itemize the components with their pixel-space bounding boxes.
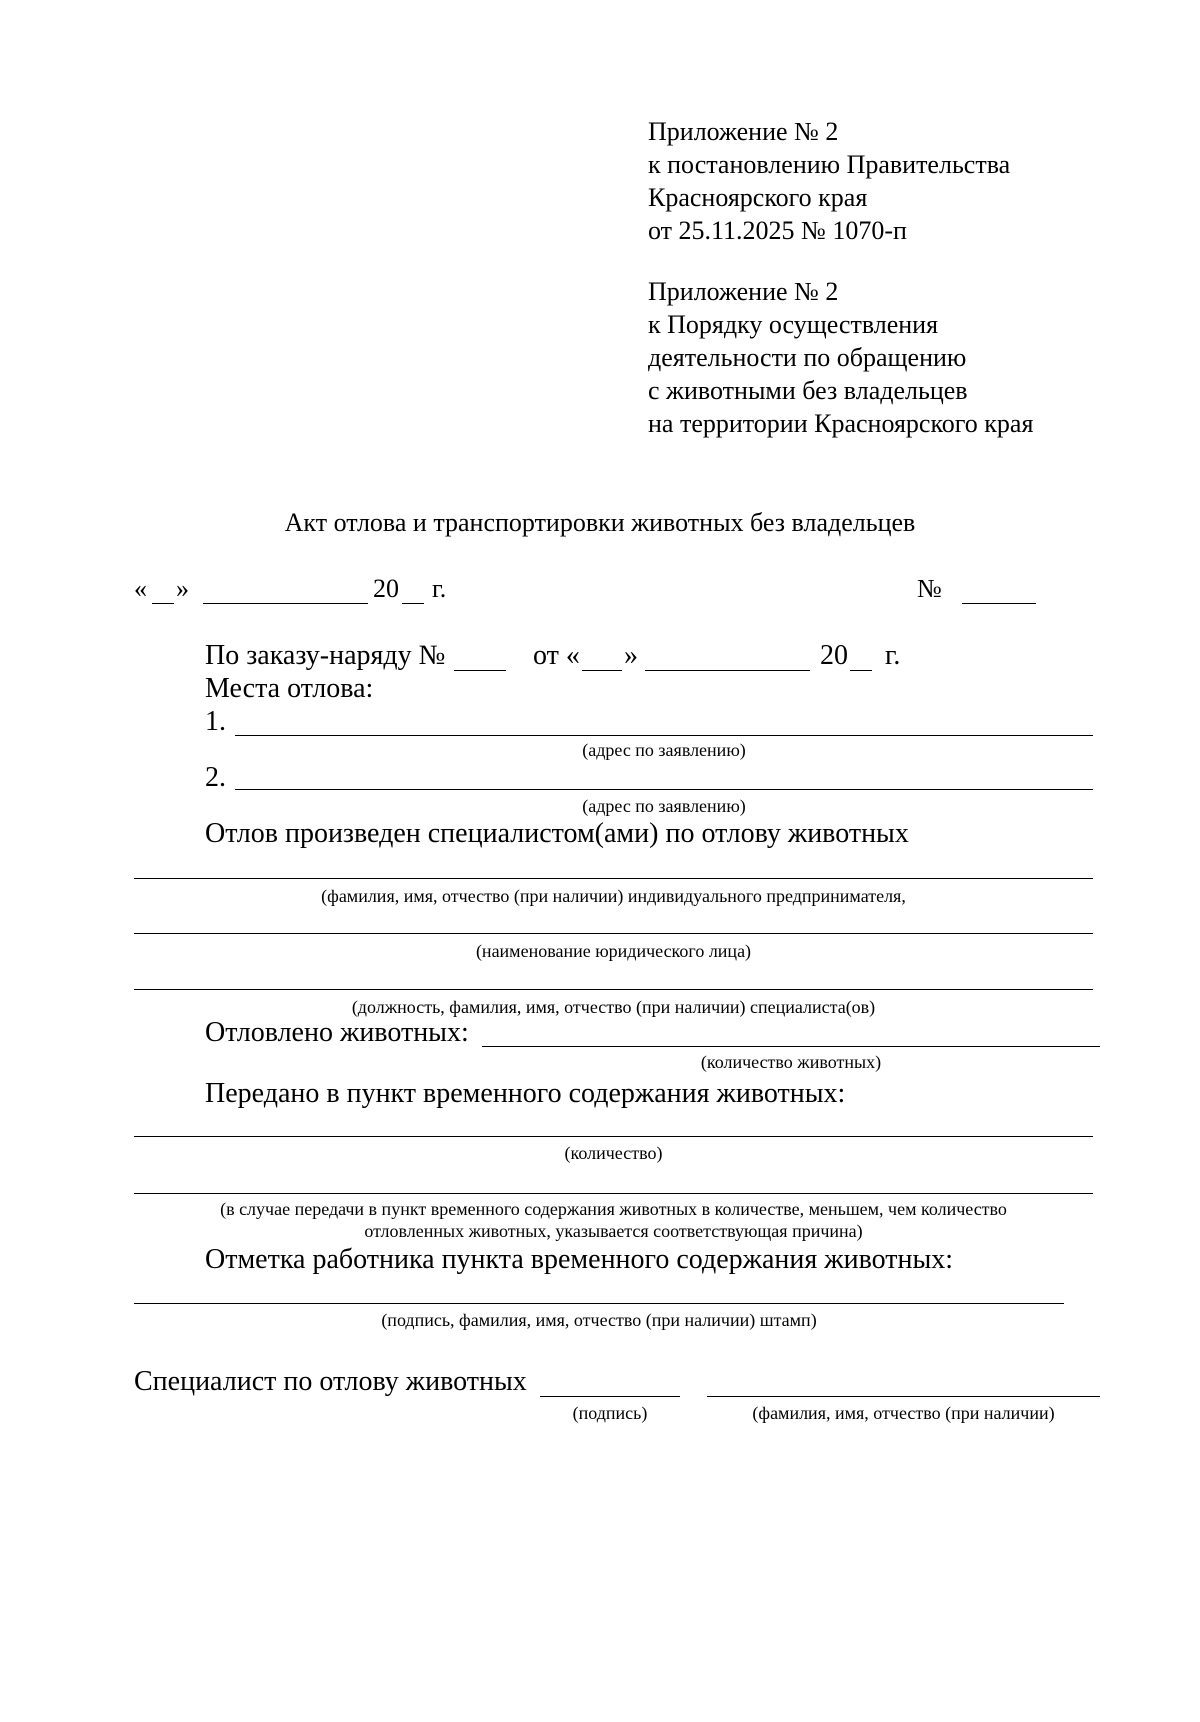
- header1-line2: к постановлению Правительства: [648, 150, 1011, 179]
- header2-line5: на территории Красноярского края: [648, 409, 1034, 438]
- signature-name-caption: (фамилия, имя, отчество (при наличии): [752, 1403, 1055, 1423]
- date-close-quote: »: [176, 574, 189, 603]
- appendix-header-2: [648, 275, 1033, 440]
- order-number-blank[interactable]: [454, 670, 506, 671]
- header2-line1: Приложение № 2: [648, 277, 839, 306]
- caught-caption: (количество животных): [700, 1052, 882, 1072]
- order-year-prefix: 20: [820, 640, 848, 671]
- transferred-blank-2[interactable]: [134, 1193, 1093, 1194]
- caught-label: Отловлено животных:: [205, 1017, 469, 1048]
- order-close-quote: »: [624, 640, 638, 671]
- transferred-caption-1: (количество): [564, 1143, 663, 1163]
- capture-place-1-caption: (адрес по заявлению): [582, 740, 746, 760]
- capture-places-label: Места отлова:: [205, 673, 374, 704]
- header2-line4: с животными без владельцев: [648, 376, 968, 405]
- specialists-blank-3[interactable]: [134, 989, 1093, 990]
- act-number-label: №: [917, 574, 942, 603]
- date-year-suffix: г.: [432, 574, 447, 603]
- document-title: Акт отлова и транспортировки животных без владельцев: [284, 508, 916, 537]
- signature-sign-blank[interactable]: [540, 1396, 680, 1397]
- date-month-blank[interactable]: [203, 603, 368, 604]
- capture-place-2-number: 2.: [205, 762, 226, 793]
- specialists-blank-1[interactable]: [134, 878, 1093, 879]
- capture-place-2-blank[interactable]: [235, 789, 1093, 790]
- date-open-quote: «: [134, 574, 147, 603]
- transferred-blank-1[interactable]: [134, 1136, 1093, 1137]
- order-day-blank[interactable]: [582, 670, 622, 671]
- header1-line4: от 25.11.2025 № 1070-п: [648, 216, 907, 245]
- order-month-blank[interactable]: [645, 670, 810, 671]
- transferred-caption-2-line1: (в случае передачи в пункт временного содержания животных в количестве, меньшем, чем количество: [220, 1199, 1007, 1219]
- order-year-blank[interactable]: [850, 670, 872, 671]
- specialists-caption-2: (наименование юридического лица): [475, 941, 752, 961]
- caught-blank[interactable]: [482, 1046, 1100, 1047]
- act-number-blank[interactable]: [962, 603, 1036, 604]
- date-year-prefix: 20: [373, 574, 399, 603]
- transferred-caption-2-line2: отловленных животных, указывается соответствующая причина): [364, 1221, 863, 1241]
- header1-line3: Красноярского края: [648, 183, 868, 212]
- header2-line3: деятельности по обращению: [648, 343, 967, 372]
- order-label: По заказу-наряду №: [205, 640, 446, 671]
- date-day-blank[interactable]: [152, 603, 174, 604]
- specialists-label: Отлов произведен специалистом(ами) по отлову животных: [205, 818, 909, 849]
- order-from-label: от «: [533, 640, 580, 671]
- capture-place-2-caption: (адрес по заявлению): [582, 796, 746, 816]
- header2-line2: к Порядку осуществления: [648, 310, 939, 339]
- signature-name-blank[interactable]: [707, 1396, 1100, 1397]
- mark-blank[interactable]: [134, 1303, 1064, 1304]
- mark-label: Отметка работника пункта временного содержания животных:: [205, 1244, 954, 1275]
- specialists-caption-1: (фамилия, имя, отчество (при наличии) индивидуального предпринимателя,: [321, 886, 906, 906]
- order-year-suffix: г.: [885, 640, 901, 671]
- capture-place-1-blank[interactable]: [235, 735, 1093, 736]
- specialists-caption-3: (должность, фамилия, имя, отчество (при наличии) специалиста(ов): [351, 997, 876, 1017]
- date-year-blank[interactable]: [402, 603, 424, 604]
- signature-sign-caption: (подпись): [572, 1403, 648, 1423]
- capture-place-1-number: 1.: [205, 706, 226, 737]
- header1-line1: Приложение № 2: [648, 117, 839, 146]
- mark-caption: (подпись, фамилия, имя, отчество (при наличии) штамп): [381, 1310, 817, 1330]
- transferred-label: Передано в пункт временного содержания животных:: [205, 1078, 846, 1109]
- specialists-blank-2[interactable]: [134, 933, 1093, 934]
- appendix-header-1: [648, 115, 1010, 247]
- signature-label: Специалист по отлову животных: [134, 1366, 527, 1397]
